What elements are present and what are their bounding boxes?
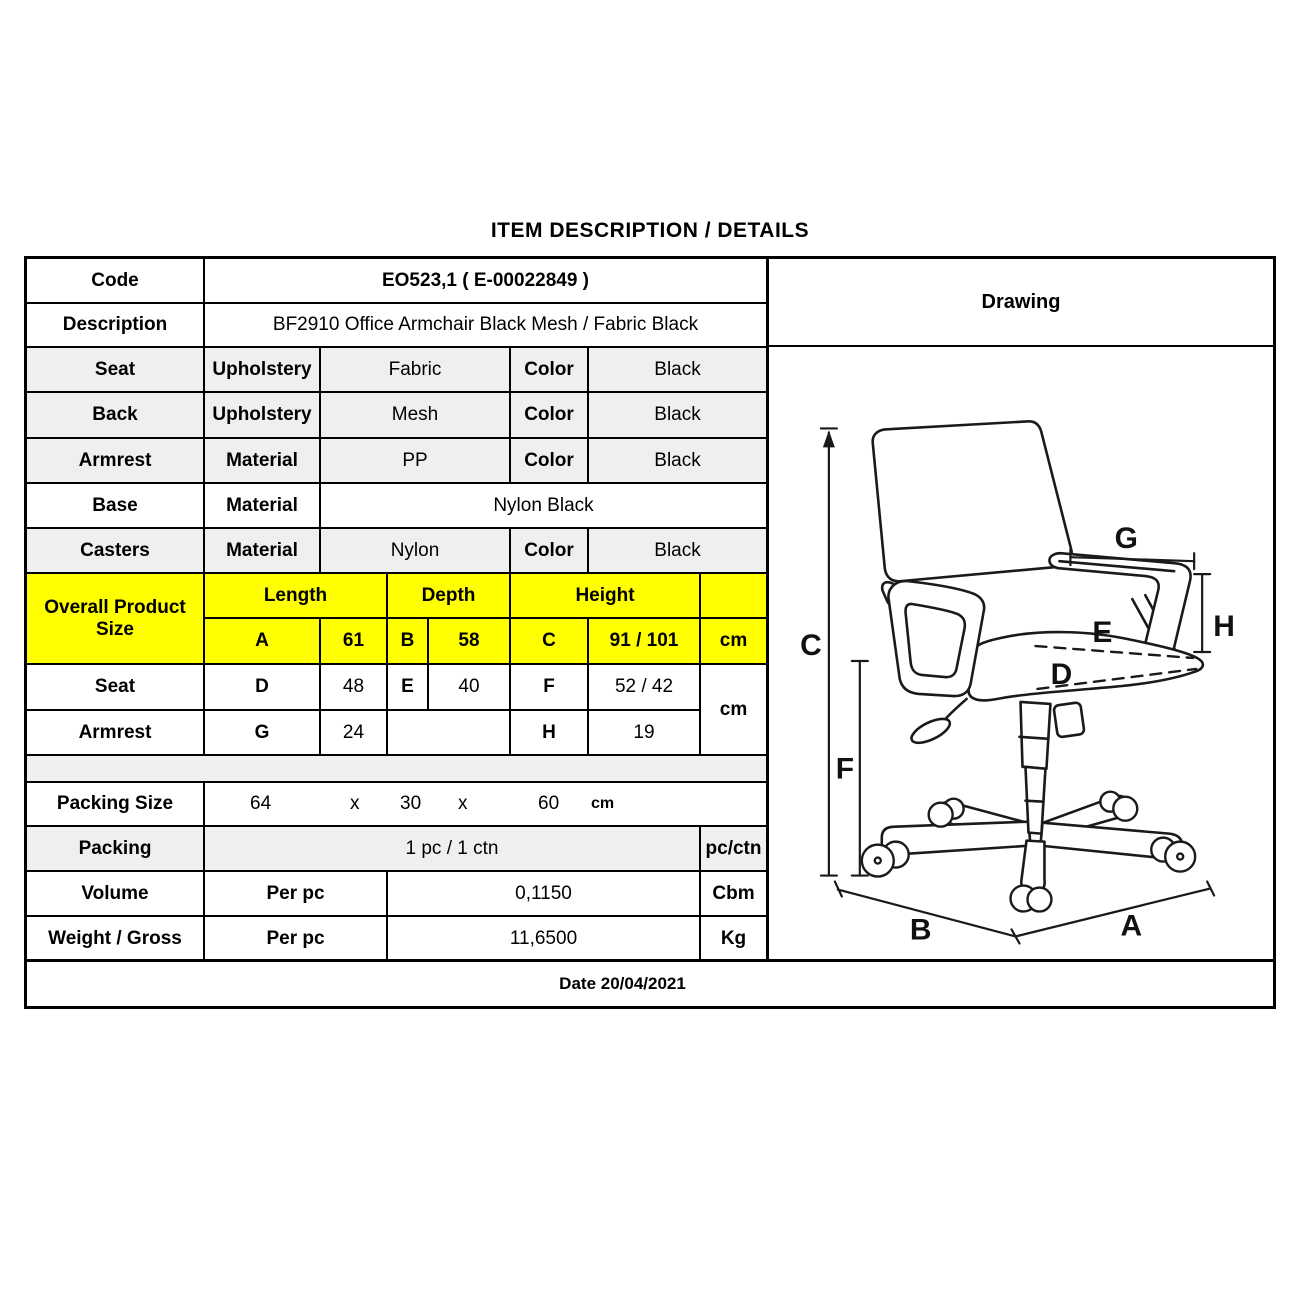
seat-dims-label: Seat: [27, 664, 204, 710]
row-packing: [27, 826, 766, 871]
chair-gas-lift-seam: [1025, 801, 1043, 802]
seat-attr: Upholstery: [204, 347, 320, 392]
dim-g-key: G: [204, 710, 320, 755]
drawing-cell: [766, 259, 1273, 959]
packing-size-depth: 30: [400, 793, 422, 815]
dim-f-value: 52 / 42: [588, 664, 700, 710]
row-weight: [27, 916, 766, 961]
table-and-drawing: [27, 259, 1273, 959]
dim-label-d: D: [1050, 657, 1073, 691]
dim-label-b: B: [909, 913, 932, 947]
back-color-value: Black: [588, 392, 766, 438]
row-armrest-dims: [27, 710, 766, 755]
packing-size-sep-1: x: [350, 793, 360, 815]
back-attr: Upholstery: [204, 392, 320, 438]
volume-label: Volume: [27, 871, 204, 916]
row-volume: [27, 871, 766, 916]
dim-label-e: E: [1092, 616, 1113, 650]
code-label: Code: [27, 259, 204, 303]
chair-near-armrest: [888, 581, 984, 696]
casters-material-value: Nylon: [320, 528, 510, 573]
chair-lever-box: [1053, 702, 1084, 737]
row-base-material: [27, 483, 766, 528]
row-code: [27, 259, 766, 303]
spacer-band: [27, 755, 766, 782]
overall-unit: cm: [700, 618, 766, 664]
casters-label: Casters: [27, 528, 204, 573]
dim-label-g: G: [1114, 522, 1138, 556]
dim-label-a: A: [1120, 909, 1143, 943]
row-back-material: [27, 392, 766, 438]
packing-size-length: 64: [250, 793, 272, 815]
packing-size-sep-2: x: [458, 793, 468, 815]
volume-value: 0,1150: [387, 871, 700, 916]
dim-b-key: B: [387, 618, 428, 664]
weight-label: Weight / Gross: [27, 916, 204, 961]
casters-color-value: Black: [588, 528, 766, 573]
length-header: Length: [204, 573, 387, 618]
row-description: [27, 303, 766, 347]
date-row: Date 20/04/2021: [27, 959, 1273, 1006]
overall-size-label: Overall Product Size: [27, 573, 204, 664]
row-overall-headers: [27, 573, 766, 618]
row-casters-material: [27, 528, 766, 573]
seat-color-value: Black: [588, 347, 766, 392]
dim-g-value: 24: [320, 710, 387, 755]
height-header: Height: [510, 573, 700, 618]
volume-unit: Cbm: [700, 871, 766, 916]
dim-d-key: D: [204, 664, 320, 710]
dim-e-key: E: [387, 664, 428, 710]
office-chair-technical-drawing: [769, 347, 1273, 959]
dim-b-value: 58: [428, 618, 510, 664]
description-label: Description: [27, 303, 204, 347]
back-color-label: Color: [510, 392, 588, 438]
chair-leg-front: [1021, 841, 1044, 892]
dim-label-c: C: [800, 628, 822, 662]
seat-color-label: Color: [510, 347, 588, 392]
packing-size-values: [205, 783, 766, 825]
code-value: EO523,1 ( E-00022849 ): [204, 259, 766, 303]
depth-header: Depth: [387, 573, 510, 618]
row-spacer-band: [27, 755, 766, 782]
packing-label: Packing: [27, 826, 204, 871]
chair-lever-stem: [945, 699, 967, 720]
armrest-dims-empty: [387, 710, 510, 755]
back-material-value: Mesh: [320, 392, 510, 438]
armrest-label: Armrest: [27, 438, 204, 483]
spec-table-frame: [24, 256, 1276, 1009]
packing-size-label: Packing Size: [27, 782, 204, 826]
packing-size-value: [204, 782, 766, 826]
chair-gas-lift-upper: [1021, 702, 1051, 769]
seat-label: Seat: [27, 347, 204, 392]
dim-d-value: 48: [320, 664, 387, 710]
base-attr: Material: [204, 483, 320, 528]
overall-unit-spacer: [700, 573, 766, 618]
drawing-header: Drawing: [769, 259, 1273, 347]
row-packing-size: [27, 782, 766, 826]
back-label: Back: [27, 392, 204, 438]
armrest-dims-label: Armrest: [27, 710, 204, 755]
spec-table: [27, 259, 766, 961]
page-title: ITEM DESCRIPTION / DETAILS: [490, 219, 810, 242]
row-armrest-material: [27, 438, 766, 483]
seat-armrest-unit: cm: [700, 664, 766, 755]
casters-color-label: Color: [510, 528, 588, 573]
chair-lever-paddle: [908, 714, 953, 748]
dim-h-value: 19: [588, 710, 700, 755]
row-seat-material: [27, 347, 766, 392]
dim-a-value: 61: [320, 618, 387, 664]
dim-a-key: A: [204, 618, 320, 664]
dim-c-key: C: [510, 618, 588, 664]
armrest-color-value: Black: [588, 438, 766, 483]
armrest-attr: Material: [204, 438, 320, 483]
dim-c-value: 91 / 101: [588, 618, 700, 664]
chair-backrest: [873, 421, 1072, 581]
dim-label-h: H: [1213, 610, 1235, 644]
description-value: BF2910 Office Armchair Black Mesh / Fabric Black: [204, 303, 766, 347]
dim-f-key: F: [510, 664, 588, 710]
packing-size-unit: cm: [591, 794, 615, 812]
row-seat-dims: [27, 664, 766, 710]
packing-size-height: 60: [538, 793, 560, 815]
volume-basis: Per pc: [204, 871, 387, 916]
base-material-value: Nylon Black: [320, 483, 766, 528]
armrest-material-value: PP: [320, 438, 510, 483]
packing-value: 1 pc / 1 ctn: [204, 826, 700, 871]
armrest-color-label: Color: [510, 438, 588, 483]
packing-unit: pc/ctn: [700, 826, 766, 871]
dim-h-key: H: [510, 710, 588, 755]
casters-attr: Material: [204, 528, 320, 573]
dim-label-f: F: [835, 752, 854, 786]
weight-value: 11,6500: [387, 916, 700, 961]
weight-basis: Per pc: [204, 916, 387, 961]
seat-material-value: Fabric: [320, 347, 510, 392]
base-label: Base: [27, 483, 204, 528]
weight-unit: Kg: [700, 916, 766, 961]
dim-e-value: 40: [428, 664, 510, 710]
